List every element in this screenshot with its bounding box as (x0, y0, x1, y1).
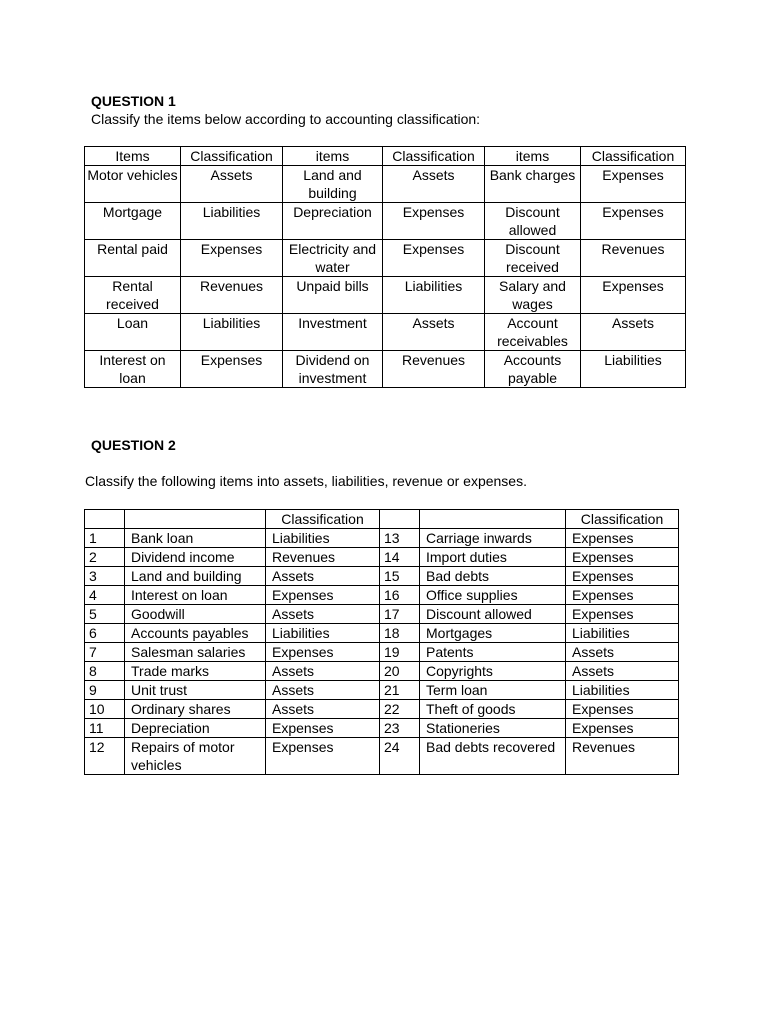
table-row (85, 351, 686, 388)
classification-cell: Expenses (383, 240, 485, 277)
item-cell: Depreciation (125, 719, 266, 738)
column-header: Classification (581, 147, 686, 166)
item-cell: Dividend income (125, 548, 266, 567)
table-row (85, 738, 679, 775)
number-cell: 4 (85, 586, 125, 605)
classification-cell: Revenues (266, 548, 380, 567)
item-cell: Salary and wages (485, 277, 581, 314)
item-cell: Motor vehicles (85, 166, 181, 203)
item-cell: Discount allowed (420, 605, 566, 624)
table-row (85, 548, 679, 567)
number-cell: 13 (380, 529, 420, 548)
classification-cell: Assets (383, 314, 485, 351)
item-cell: Rental received (85, 277, 181, 314)
classification-cell: Assets (566, 643, 679, 662)
classification-cell: Expenses (566, 700, 679, 719)
question-1-title: QUESTION 1 (91, 93, 176, 109)
item-cell: Investment (283, 314, 383, 351)
table-row (85, 240, 686, 277)
item-cell: Goodwill (125, 605, 266, 624)
number-cell: 15 (380, 567, 420, 586)
item-cell: Depreciation (283, 203, 383, 240)
item-cell: Import duties (420, 548, 566, 567)
table-row (85, 681, 679, 700)
classification-cell: Expenses (566, 548, 679, 567)
classification-cell: Expenses (181, 240, 283, 277)
number-cell: 16 (380, 586, 420, 605)
classification-cell: Liabilities (383, 277, 485, 314)
item-cell: Bank loan (125, 529, 266, 548)
item-cell: Discount received (485, 240, 581, 277)
item-cell: Salesman salaries (125, 643, 266, 662)
item-cell: Bad debts recovered (420, 738, 566, 775)
classification-cell: Revenues (566, 738, 679, 775)
number-cell: 9 (85, 681, 125, 700)
item-cell: Repairs of motor vehicles (125, 738, 266, 775)
number-cell: 21 (380, 681, 420, 700)
classification-cell: Revenues (383, 351, 485, 388)
number-cell: 24 (380, 738, 420, 775)
item-cell: Unit trust (125, 681, 266, 700)
item-cell: Term loan (420, 681, 566, 700)
number-cell: 18 (380, 624, 420, 643)
table-row (85, 277, 686, 314)
classification-cell: Expenses (581, 277, 686, 314)
item-cell: Patents (420, 643, 566, 662)
number-cell: 12 (85, 738, 125, 775)
classification-cell: Assets (266, 567, 380, 586)
classification-cell: Liabilities (266, 624, 380, 643)
item-cell: Electricity and water (283, 240, 383, 277)
number-cell: 10 (85, 700, 125, 719)
item-cell: Account receivables (485, 314, 581, 351)
column-header: Classification (383, 147, 485, 166)
classification-cell: Liabilities (181, 314, 283, 351)
question-2-instruction: Classify the following items into assets, liabilities, revenue or expenses. (85, 473, 527, 489)
classification-cell: Revenues (581, 240, 686, 277)
item-cell: Land and building (125, 567, 266, 586)
number-cell: 20 (380, 662, 420, 681)
table-row (85, 529, 679, 548)
number-cell: 17 (380, 605, 420, 624)
table-row (85, 166, 686, 203)
classification-cell: Liabilities (181, 203, 283, 240)
classification-cell: Expenses (581, 166, 686, 203)
column-header: Classification (181, 147, 283, 166)
classification-cell: Expenses (181, 351, 283, 388)
empty-header-cell (380, 510, 420, 529)
table-header-row (85, 147, 686, 166)
item-cell: Carriage inwards (420, 529, 566, 548)
table-row (85, 314, 686, 351)
table-row (85, 605, 679, 624)
number-cell: 14 (380, 548, 420, 567)
table-row (85, 662, 679, 681)
number-cell: 5 (85, 605, 125, 624)
item-cell: Accounts payables (125, 624, 266, 643)
number-cell: 6 (85, 624, 125, 643)
item-cell: Discount allowed (485, 203, 581, 240)
item-cell: Land and building (283, 166, 383, 203)
item-cell: Trade marks (125, 662, 266, 681)
number-cell: 3 (85, 567, 125, 586)
classification-cell: Expenses (266, 738, 380, 775)
item-cell: Interest on loan (85, 351, 181, 388)
classification-cell: Assets (266, 605, 380, 624)
classification-cell: Expenses (566, 586, 679, 605)
item-cell: Interest on loan (125, 586, 266, 605)
empty-header-cell (85, 510, 125, 529)
table-row (85, 719, 679, 738)
item-cell: Bank charges (485, 166, 581, 203)
classification-cell: Assets (581, 314, 686, 351)
column-header: items (283, 147, 383, 166)
item-cell: Bad debts (420, 567, 566, 586)
column-header: Items (85, 147, 181, 166)
table-row (85, 700, 679, 719)
table-row (85, 586, 679, 605)
item-cell: Rental paid (85, 240, 181, 277)
classification-cell: Expenses (581, 203, 686, 240)
number-cell: 7 (85, 643, 125, 662)
classification-cell: Expenses (566, 529, 679, 548)
table-row (85, 567, 679, 586)
classification-cell: Assets (181, 166, 283, 203)
number-cell: 8 (85, 662, 125, 681)
item-cell: Unpaid bills (283, 277, 383, 314)
classification-cell: Liabilities (566, 681, 679, 700)
table-header-row (85, 510, 679, 529)
classification-cell: Assets (266, 681, 380, 700)
item-cell: Mortgages (420, 624, 566, 643)
classification-cell: Expenses (566, 605, 679, 624)
item-cell: Accounts payable (485, 351, 581, 388)
classification-cell: Expenses (566, 567, 679, 586)
item-cell: Ordinary shares (125, 700, 266, 719)
item-cell: Mortgage (85, 203, 181, 240)
empty-header-cell (420, 510, 566, 529)
item-cell: Loan (85, 314, 181, 351)
item-cell: Copyrights (420, 662, 566, 681)
classification-cell: Expenses (266, 719, 380, 738)
item-cell: Dividend on investment (283, 351, 383, 388)
item-cell: Theft of goods (420, 700, 566, 719)
table-row (85, 624, 679, 643)
classification-cell: Expenses (566, 719, 679, 738)
question-2-table (84, 509, 679, 775)
table-row (85, 203, 686, 240)
classification-cell: Assets (266, 700, 380, 719)
column-header: items (485, 147, 581, 166)
empty-header-cell (125, 510, 266, 529)
classification-cell: Liabilities (581, 351, 686, 388)
classification-cell: Revenues (181, 277, 283, 314)
number-cell: 19 (380, 643, 420, 662)
classification-cell: Expenses (383, 203, 485, 240)
number-cell: 11 (85, 719, 125, 738)
question-1-table (84, 146, 686, 388)
question-1-instruction: Classify the items below according to accounting classification: (91, 111, 481, 127)
number-cell: 22 (380, 700, 420, 719)
classification-cell: Expenses (266, 643, 380, 662)
number-cell: 1 (85, 529, 125, 548)
classification-cell: Expenses (266, 586, 380, 605)
classification-cell: Assets (566, 662, 679, 681)
column-header: Classification (566, 510, 679, 529)
classification-cell: Liabilities (266, 529, 380, 548)
column-header: Classification (266, 510, 380, 529)
number-cell: 2 (85, 548, 125, 567)
classification-cell: Assets (383, 166, 485, 203)
classification-cell: Liabilities (566, 624, 679, 643)
item-cell: Office supplies (420, 586, 566, 605)
question-2-title: QUESTION 2 (91, 437, 176, 453)
classification-cell: Assets (266, 662, 380, 681)
table-row (85, 643, 679, 662)
number-cell: 23 (380, 719, 420, 738)
item-cell: Stationeries (420, 719, 566, 738)
